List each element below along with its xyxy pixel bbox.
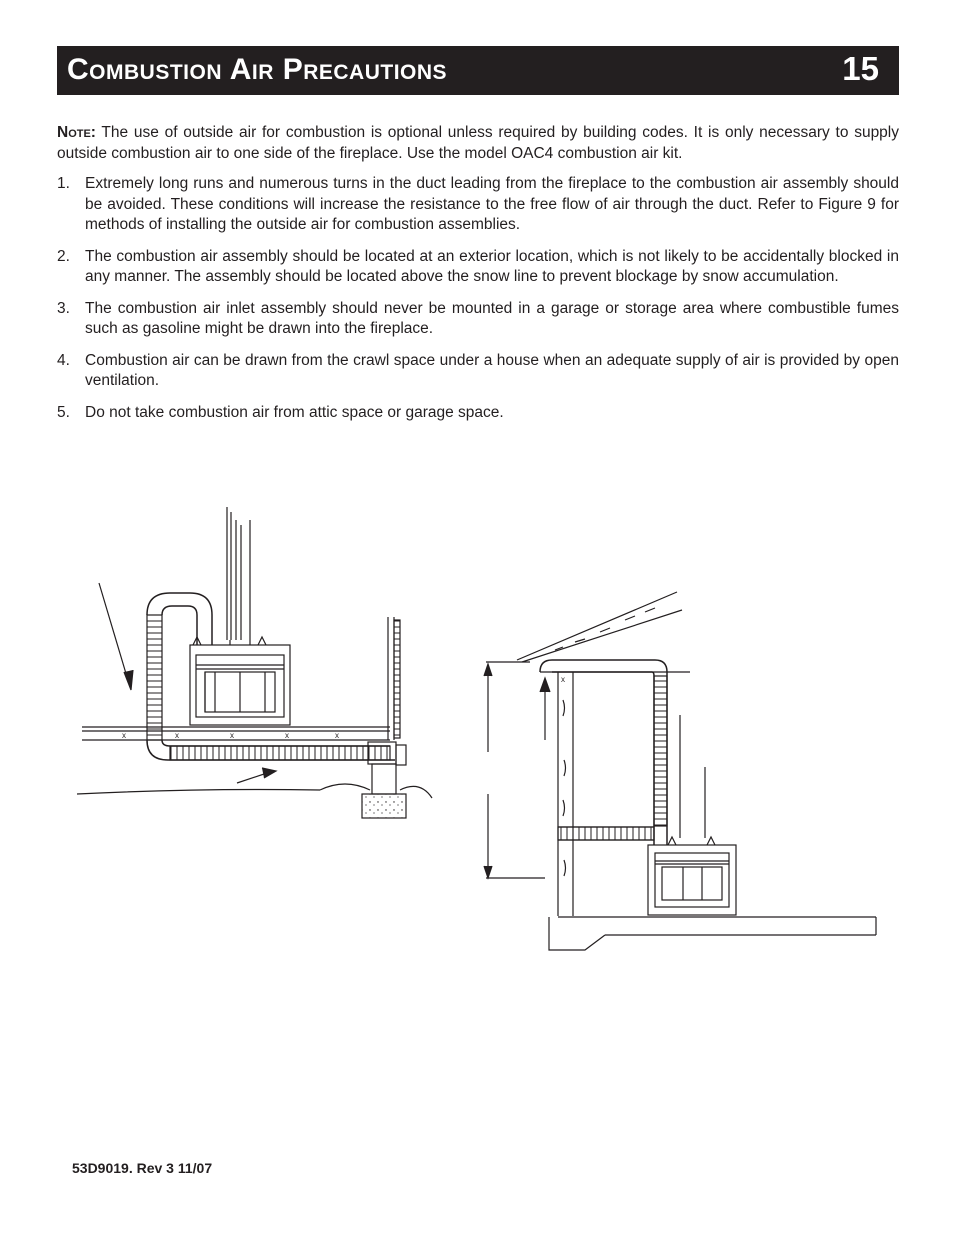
- precautions-list: [57, 174, 899, 434]
- dimension-line-right: [484, 662, 545, 878]
- list-item: [57, 351, 899, 392]
- svg-text:x: x: [175, 731, 179, 740]
- list-item-number: 2.: [57, 247, 70, 265]
- foundation-left: [320, 742, 432, 818]
- list-item-text: Do not take combustion air from attic space or garage space.: [85, 403, 504, 421]
- ground-line-left: [77, 790, 320, 795]
- list-item-number: 3.: [57, 299, 70, 317]
- svg-text:x: x: [122, 731, 126, 740]
- list-item: [57, 299, 899, 340]
- list-item-text: Extremely long runs and numerous turns in the duct leading from the fireplace to the combustion air assembly should be avoided. These conditions will increase the resistance to the free flow of air through the duct. Refer to Figure 9 for methods of installing the outside air for combustion assemblies.: [85, 175, 899, 233]
- note-text: The use of outside air for combustion is optional unless required by building codes. It is only necessary to supply outside combustion air to one side of the fireplace. Use the model OAC4 combustion air kit.: [57, 124, 899, 162]
- list-item-number: 1.: [57, 175, 70, 192]
- svg-text:x: x: [285, 731, 289, 740]
- roof-right: [517, 592, 690, 672]
- right-installation-drawing: [484, 592, 876, 950]
- fireplace-unit-right: [648, 837, 736, 915]
- svg-text:x: x: [230, 731, 234, 740]
- list-item-text: The combustion air inlet assembly should never be mounted in a garage or storage area where combustible fumes such as gasoline might be drawn into the fireplace.: [85, 299, 899, 337]
- exterior-wall-right: [558, 672, 573, 916]
- list-item-text: Combustion air can be drawn from the crawl space under a house when an adequate supply of air is provided by open ventilation.: [85, 351, 899, 389]
- inlet-arrow-right: [540, 678, 550, 740]
- floor-joist-left: [82, 727, 390, 740]
- svg-text:x: x: [561, 675, 565, 684]
- left-installation-drawing: [77, 507, 432, 818]
- chimney-pipe: [227, 507, 250, 640]
- list-item: [57, 247, 899, 288]
- page-title: Combustion Air Precautions: [67, 53, 448, 86]
- pointer-arrows-left: [99, 583, 276, 783]
- note-label: Note:: [57, 124, 96, 141]
- combustion-air-duct-right: [540, 660, 667, 845]
- fireplace-unit-left: [190, 637, 290, 725]
- list-item-number: 4.: [57, 351, 70, 369]
- combustion-air-duct-left: [147, 593, 395, 760]
- document-id: 53D9019. Rev 3 11/07: [72, 1160, 213, 1176]
- svg-text:x: x: [335, 731, 339, 740]
- page-number: 15: [842, 50, 879, 87]
- list-item-text: The combustion air assembly should be located at an exterior location, which is not likely to be accidentally blocked in any manner. The assembly should be located above the snow line to prevent blockage by snow accumulation.: [85, 247, 899, 285]
- page-header: [57, 46, 899, 95]
- exterior-wall-left: [388, 617, 400, 740]
- list-item: [57, 174, 899, 236]
- floor-slab-right: [549, 917, 876, 950]
- list-item: [57, 403, 899, 424]
- list-item-number: 5.: [57, 403, 70, 421]
- note-paragraph: [57, 122, 899, 164]
